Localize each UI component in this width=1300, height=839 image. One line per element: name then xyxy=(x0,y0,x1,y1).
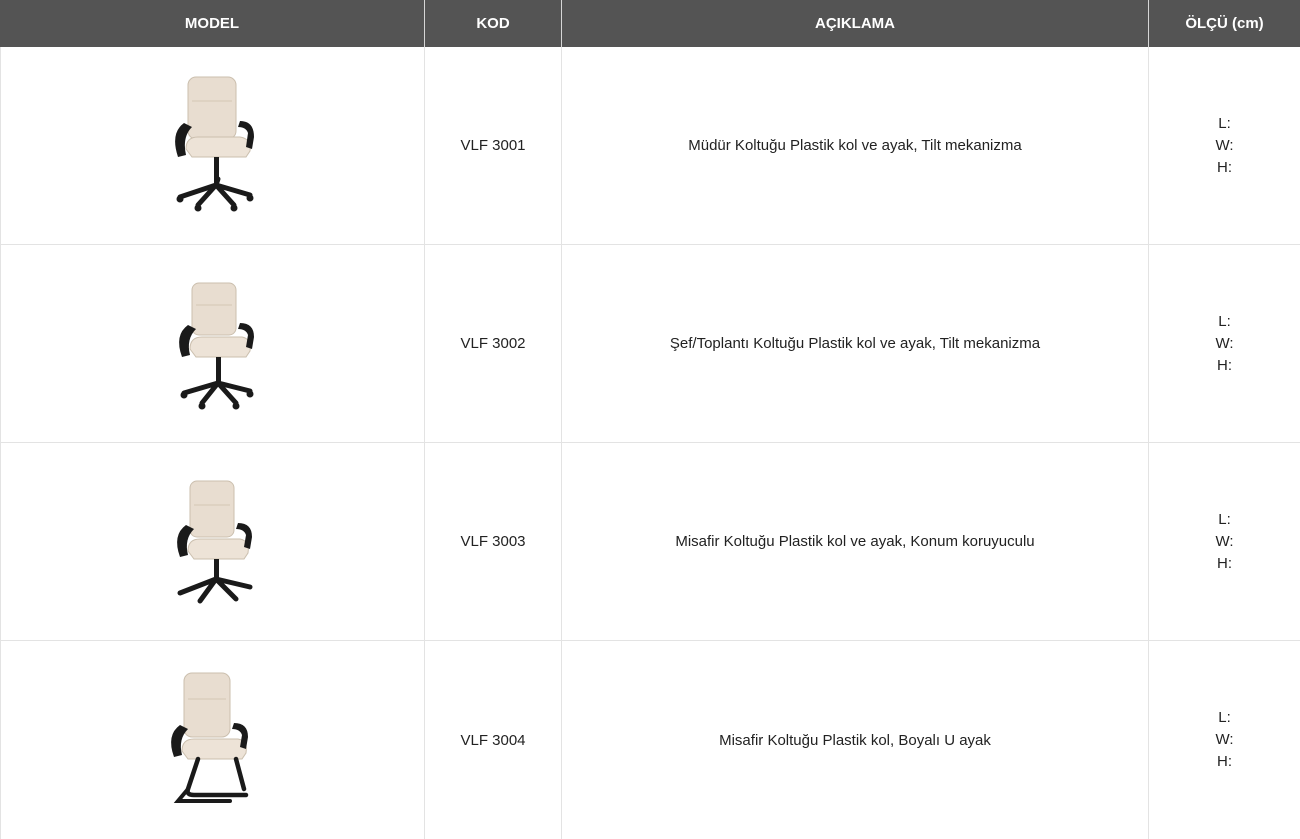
table-row xyxy=(0,47,1300,245)
office-chair-mid-back-icon xyxy=(158,269,268,419)
header-model: MODEL xyxy=(0,0,425,47)
size-height: H: xyxy=(1217,554,1232,572)
office-chair-high-back-icon xyxy=(158,71,268,221)
size-width: W: xyxy=(1215,334,1234,352)
aciklama-cell: Şef/Toplantı Koltuğu Plastik kol ve ayak, Tilt mekanizma xyxy=(562,245,1149,442)
model-cell xyxy=(0,245,425,442)
model-cell xyxy=(0,47,425,244)
kod-cell: VLF 3001 xyxy=(425,47,562,244)
size-height: H: xyxy=(1217,753,1232,770)
olcu-cell xyxy=(1149,641,1300,839)
table-row xyxy=(0,443,1300,641)
size-length: L: xyxy=(1218,510,1231,528)
guest-chair-u-base-icon xyxy=(158,665,268,815)
size-length: L: xyxy=(1218,709,1231,726)
header-kod: KOD xyxy=(425,0,562,47)
kod-cell: VLF 3002 xyxy=(425,245,562,442)
size-height: H: xyxy=(1217,158,1232,176)
table-row xyxy=(0,641,1300,839)
kod-cell: VLF 3004 xyxy=(425,641,562,839)
model-cell xyxy=(0,443,425,640)
kod-cell: VLF 3003 xyxy=(425,443,562,640)
table-row xyxy=(0,245,1300,443)
aciklama-cell: Misafir Koltuğu Plastik kol ve ayak, Konum koruyuculu xyxy=(562,443,1149,640)
size-length: L: xyxy=(1218,114,1231,132)
aciklama-cell: Misafir Koltuğu Plastik kol, Boyalı U ayak xyxy=(562,641,1149,839)
aciklama-cell: Müdür Koltuğu Plastik kol ve ayak, Tilt mekanizma xyxy=(562,47,1149,244)
guest-chair-five-star-icon xyxy=(158,467,268,617)
size-length: L: xyxy=(1218,312,1231,330)
model-cell xyxy=(0,641,425,839)
olcu-cell xyxy=(1149,443,1300,640)
table-body xyxy=(0,47,1300,839)
header-olcu: ÖLÇÜ (cm) xyxy=(1185,15,1264,32)
table-header xyxy=(0,0,1300,47)
header-aciklama: AÇIKLAMA xyxy=(562,0,1149,47)
size-width: W: xyxy=(1215,136,1234,154)
size-width: W: xyxy=(1215,532,1234,550)
olcu-cell xyxy=(1149,47,1300,244)
size-width: W: xyxy=(1215,731,1234,748)
olcu-cell xyxy=(1149,245,1300,442)
size-height: H: xyxy=(1217,356,1232,374)
